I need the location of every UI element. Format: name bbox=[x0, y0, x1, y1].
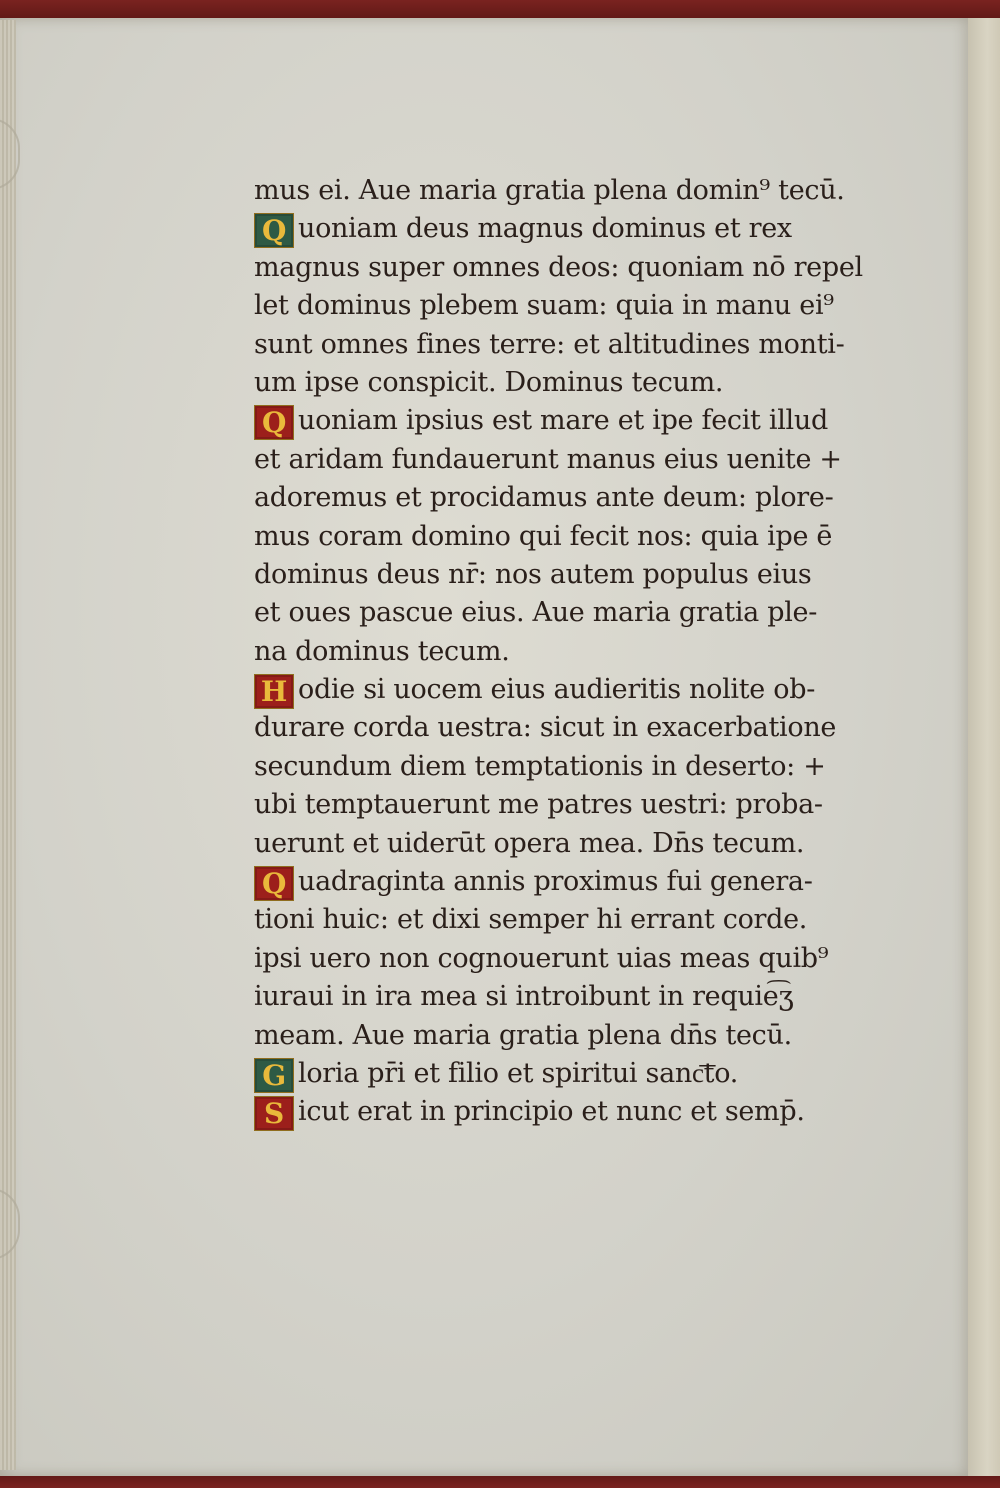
text-line-content: tioni huic: et dixi semper hi errant corde. bbox=[254, 904, 808, 936]
text-line bbox=[254, 1055, 894, 1093]
text-line-content: uerunt et uiderūt opera mea. Dn̄s tecum. bbox=[254, 827, 805, 859]
text-line bbox=[254, 863, 894, 901]
text-line bbox=[254, 249, 894, 287]
text-line-content: durare corda uestra: sicut in exacerbatione bbox=[254, 712, 837, 744]
text-line-content: iuraui in ira mea si introibunt in requie͡ʒ bbox=[254, 981, 794, 1013]
text-line-content: odie si uocem eius audieritis nolite ob- bbox=[298, 674, 816, 706]
text-line bbox=[254, 978, 894, 1016]
text-line bbox=[254, 402, 894, 440]
text-line-content: magnus super omnes deos: quoniam nō repel bbox=[254, 251, 863, 283]
text-line-content: dominus deus nr̄: nos autem populus eius bbox=[254, 558, 812, 590]
next-leaf-edge bbox=[968, 18, 1000, 1476]
text-line bbox=[254, 1093, 894, 1131]
text-line bbox=[254, 748, 894, 786]
text-line bbox=[254, 940, 894, 978]
text-line-content: mus coram domino qui fecit nos: quia ipe ē bbox=[254, 520, 833, 552]
illuminated-initial-q: Q bbox=[254, 866, 294, 901]
text-line bbox=[254, 287, 894, 325]
illuminated-initial-h: H bbox=[254, 674, 294, 709]
text-line bbox=[254, 709, 894, 747]
illuminated-initial-q: Q bbox=[254, 213, 294, 248]
text-line bbox=[254, 364, 894, 402]
text-line-content: et oues pascue eius. Aue maria gratia ple- bbox=[254, 597, 818, 629]
text-line bbox=[254, 786, 894, 824]
text-line bbox=[254, 825, 894, 863]
text-line bbox=[254, 671, 894, 709]
text-line bbox=[254, 172, 894, 210]
text-line bbox=[254, 901, 894, 939]
text-line-content: uoniam deus magnus dominus et rex bbox=[298, 213, 792, 245]
text-line bbox=[254, 556, 894, 594]
text-line-content: ipsi uero non cognouerunt uias meas quib⁹ bbox=[254, 942, 829, 974]
text-line-content: let dominus plebem suam: quia in manu ei⁹ bbox=[254, 290, 834, 322]
text-line bbox=[254, 326, 894, 364]
text-line-content: na dominus tecum. bbox=[254, 635, 510, 667]
text-line bbox=[254, 594, 894, 632]
text-line-content: adoremus et procidamus ante deum: plore- bbox=[254, 482, 834, 514]
text-line bbox=[254, 1017, 894, 1055]
text-line-content: et aridam fundauerunt manus eius uenite + bbox=[254, 443, 842, 475]
text-line bbox=[254, 633, 894, 671]
text-line-content: uoniam ipsius est mare et ipe fecit illud bbox=[298, 405, 828, 437]
text-line-content: loria pr̄i et filio et spiritui sanc͞to. bbox=[298, 1057, 738, 1089]
text-line-content: icut erat in principio et nunc et semp̄. bbox=[298, 1096, 805, 1128]
text-line bbox=[254, 210, 894, 248]
text-line bbox=[254, 518, 894, 556]
text-line-content: sunt omnes fines terre: et altitudines monti- bbox=[254, 328, 845, 360]
illuminated-initial-q: Q bbox=[254, 405, 294, 440]
text-line-content: uadraginta annis proximus fui genera- bbox=[298, 866, 813, 898]
text-line-content: ubi temptauerunt me patres uestri: proba- bbox=[254, 789, 823, 821]
latin-text-block bbox=[254, 172, 894, 1132]
text-line-content: um ipse conspicit. Dominus tecum. bbox=[254, 366, 724, 398]
illuminated-initial-g: G bbox=[254, 1058, 294, 1093]
text-line-content: meam. Aue maria gratia plena dn̄s tecū. bbox=[254, 1019, 792, 1051]
illuminated-initial-s: S bbox=[254, 1096, 294, 1131]
text-line-content: secundum diem temptationis in deserto: + bbox=[254, 750, 826, 782]
text-line bbox=[254, 441, 894, 479]
text-line-content: mus ei. Aue maria gratia plena domin⁹ tecū. bbox=[254, 175, 845, 206]
text-line bbox=[254, 479, 894, 517]
